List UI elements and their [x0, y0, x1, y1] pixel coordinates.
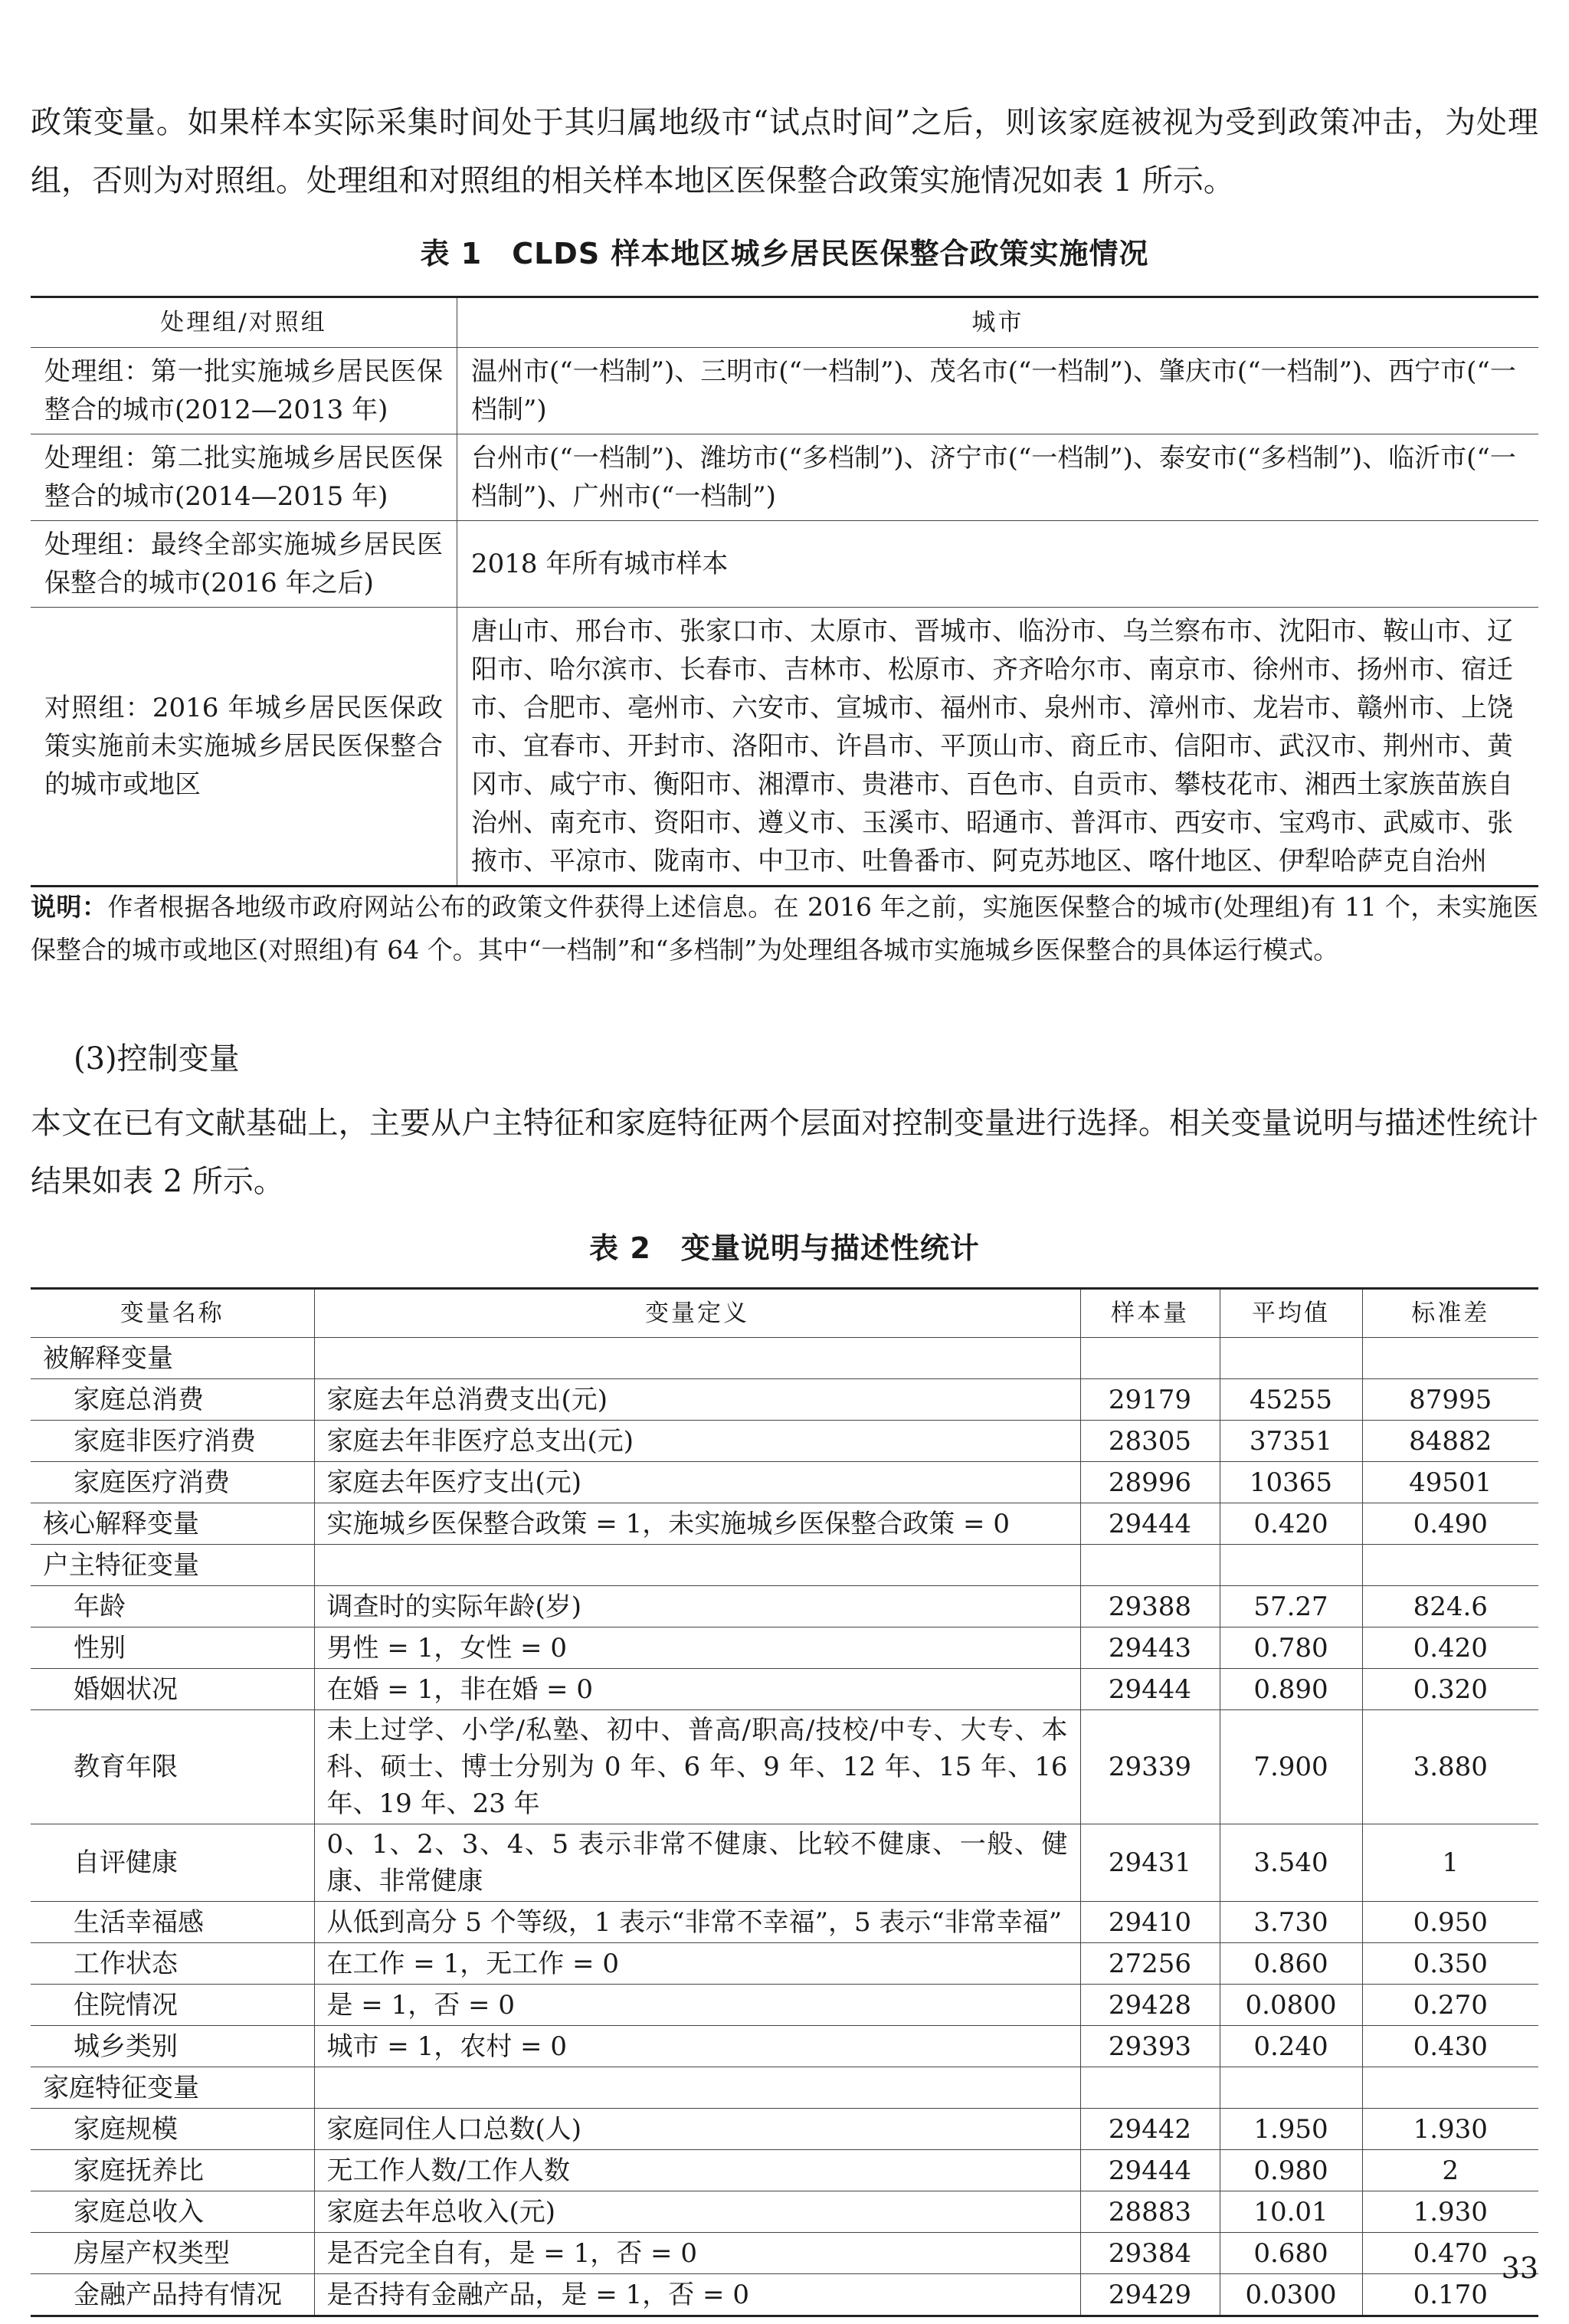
table-row: [31, 1943, 1538, 1985]
table2-n-cell: 29179: [1080, 1379, 1220, 1421]
table2-n-cell: 29428: [1080, 1985, 1220, 2026]
table2-def-cell: 家庭去年医疗支出(元): [314, 1462, 1080, 1503]
table2-mean-cell: 7.900: [1220, 1710, 1362, 1824]
table2-body: [31, 1338, 1538, 2316]
table2-n-cell: [1080, 1545, 1220, 1586]
table1-city-cell: 唐山市、邢台市、张家口市、太原市、晋城市、临汾市、乌兰察布市、沈阳市、鞍山市、辽阳市、哈尔滨市、长春市、吉林市、松原市、齐齐哈尔市、南京市、徐州市、扬州市、宿迁市、合肥市、亳州市、六安市、宣城市、福州市、泉州市、漳州市、龙岩市、赣州市、上饶市、宜春市、开封市、洛阳市、许昌市、平顶山市、商丘市、信阳市、武汉市、荆州市、黄冈市、咸宁市、衡阳市、湘潭市、贵港市、百色市、自贡市、攀枝花市、湘西土家族苗族自治州、南充市、资阳市、遵义市、玉溪市、昭通市、普洱市、西安市、宝鸡市、武威市、张掖市、平凉市、陇南市、中卫市、吐鲁番市、阿克苏地区、喀什地区、伊犁哈萨克自治州: [457, 608, 1539, 887]
table2-n-cell: 29384: [1080, 2233, 1220, 2274]
table2-def-cell: 家庭同住人口总数(人): [314, 2109, 1080, 2150]
table1-city-cell: 台州市(“一档制”)、潍坊市(“多档制”)、济宁市(“一档制”)、泰安市(“多档制”)、临沂市(“一档制”)、广州市(“一档制”): [457, 434, 1539, 521]
table1-caption: 表 1 CLDS 样本地区城乡居民医保整合政策实施情况: [420, 237, 1149, 270]
table-row: [31, 2067, 1538, 2109]
table2-def-cell: 从低到高分 5 个等级，1 表示“非常不幸福”，5 表示“非常幸福”: [314, 1902, 1080, 1943]
table2-n-cell: 27256: [1080, 1943, 1220, 1985]
table1-city-cell: 温州市(“一档制”)、三明市(“一档制”)、茂名市(“一档制”)、肇庆市(“一档制”)、西宁市(“一档制”): [457, 348, 1539, 434]
table1-header-city: 城市: [457, 297, 1539, 348]
table-row: [31, 608, 1538, 887]
table2-def-cell: 实施城乡医保整合政策 = 1，未实施城乡医保整合政策 = 0: [314, 1503, 1080, 1545]
table2-n-cell: 29443: [1080, 1627, 1220, 1669]
table2-n-cell: 29388: [1080, 1586, 1220, 1627]
table2-mean-cell: 37351: [1220, 1421, 1362, 1462]
table2-name-cell: 家庭抚养比: [31, 2150, 314, 2191]
table2-n-cell: 29444: [1080, 1503, 1220, 1545]
table2-mean-cell: 10.01: [1220, 2191, 1362, 2233]
table2-header-mean: 平均值: [1220, 1289, 1362, 1338]
table-row: [31, 1669, 1538, 1710]
table-row: [31, 1902, 1538, 1943]
table2-def-cell: 是 = 1，否 = 0: [314, 1985, 1080, 2026]
table2-mean-cell: 0.240: [1220, 2026, 1362, 2067]
table2-def-cell: 家庭去年总收入(元): [314, 2191, 1080, 2233]
table-row: [31, 434, 1538, 521]
table2-header-row: [31, 1289, 1538, 1338]
table-row: [31, 2150, 1538, 2191]
table1-group-cell: 处理组：最终全部实施城乡居民医保整合的城市(2016 年之后): [31, 521, 457, 608]
table2-n-cell: [1080, 1338, 1220, 1379]
mid-paragraph: 本文在已有文献基础上，主要从户主特征和家庭特征两个层面对控制变量进行选择。相关变量说明与描述性统计结果如表 2 所示。: [31, 1106, 1538, 1199]
table2-def-cell: 0、1、2、3、4、5 表示非常不健康、比较不健康、一般、健康、非常健康: [314, 1824, 1080, 1902]
table2-sd-cell: 0.950: [1362, 1902, 1538, 1943]
table2-header-name: 变量名称: [31, 1289, 314, 1338]
table2-n-cell: 28305: [1080, 1421, 1220, 1462]
table2-name-cell: 家庭总收入: [31, 2191, 314, 2233]
table2-header-sd: 标准差: [1362, 1289, 1538, 1338]
table2-header-def: 变量定义: [314, 1289, 1080, 1338]
table-row: [31, 2191, 1538, 2233]
table2-mean-cell: 3.730: [1220, 1902, 1362, 1943]
table2-def-cell: 无工作人数/工作人数: [314, 2150, 1080, 2191]
table2-sd-cell: 0.430: [1362, 2026, 1538, 2067]
table2-def-cell: 家庭去年总消费支出(元): [314, 1379, 1080, 1421]
table2-def-cell: 未上过学、小学/私塾、初中、普高/职高/技校/中专、大专、本科、硕士、博士分别为 0 年、6 年、9 年、12 年、15 年、16 年、19 年、23 年: [314, 1710, 1080, 1824]
table1-city-cell: 2018 年所有城市样本: [457, 521, 1539, 608]
table-row: [31, 1379, 1538, 1421]
table2-sd-cell: 0.320: [1362, 1669, 1538, 1710]
table-row: [31, 2233, 1538, 2274]
table2-mean-cell: 10365: [1220, 1462, 1362, 1503]
table-row: [31, 1421, 1538, 1462]
note-text: 作者根据各地级市政府网站公布的政策文件获得上述信息。在 2016 年之前，实施医保整合的城市(处理组)有 11 个，未实施医保整合的城市或地区(对照组)有 64 个。其中“一档制”和“多档制”为处理组各城市实施城乡医保整合的具体运行模式。: [31, 892, 1538, 965]
table2-mean-cell: 1.950: [1220, 2109, 1362, 2150]
table-row: [31, 2026, 1538, 2067]
table2-mean-cell: 0.780: [1220, 1627, 1362, 1669]
table2-sd-cell: 1.930: [1362, 2191, 1538, 2233]
table2-n-cell: [1080, 2067, 1220, 2109]
table2-n-cell: 29339: [1080, 1710, 1220, 1824]
table2-sd-cell: 84882: [1362, 1421, 1538, 1462]
table2-def-cell: 在工作 = 1，无工作 = 0: [314, 1943, 1080, 1985]
page-number: 33: [1501, 2251, 1538, 2285]
table2-sd-cell: 824.6: [1362, 1586, 1538, 1627]
table1: [31, 296, 1538, 887]
table2-n-cell: 29410: [1080, 1902, 1220, 1943]
table2-def-cell: [314, 1338, 1080, 1379]
table-row: [31, 1503, 1538, 1545]
table-row: [31, 1627, 1538, 1669]
table2-name-cell: 生活幸福感: [31, 1902, 314, 1943]
table2-name-cell: 工作状态: [31, 1943, 314, 1985]
table2-sd-cell: [1362, 1545, 1538, 1586]
table2-sd-cell: [1362, 1338, 1538, 1379]
table2-def-cell: 男性 = 1，女性 = 0: [314, 1627, 1080, 1669]
table2-n-cell: 29444: [1080, 2150, 1220, 2191]
table2-header-n: 样本量: [1080, 1289, 1220, 1338]
table2-n-cell: 29431: [1080, 1824, 1220, 1902]
table2-sd-cell: 2: [1362, 2150, 1538, 2191]
table-row: [31, 1462, 1538, 1503]
table2-def-cell: [314, 1545, 1080, 1586]
table-row: [31, 1586, 1538, 1627]
table2-mean-cell: 45255: [1220, 1379, 1362, 1421]
table2-name-cell: 房屋产权类型: [31, 2233, 314, 2274]
table2-name-cell: 家庭非医疗消费: [31, 1421, 314, 1462]
table2-mean-cell: 0.420: [1220, 1503, 1362, 1545]
table2-name-cell: 自评健康: [31, 1824, 314, 1902]
table2-def-cell: 城市 = 1，农村 = 0: [314, 2026, 1080, 2067]
table-row: [31, 2109, 1538, 2150]
table2-def-cell: 调查时的实际年龄(岁): [314, 1586, 1080, 1627]
table2-n-cell: 29429: [1080, 2274, 1220, 2316]
table-row: [31, 521, 1538, 608]
table2-mean-cell: 57.27: [1220, 1586, 1362, 1627]
table2-name-cell: 金融产品持有情况: [31, 2274, 314, 2316]
table2-sd-cell: 49501: [1362, 1462, 1538, 1503]
intro-paragraph: 政策变量。如果样本实际采集时间处于其归属地级市“试点时间”之后，则该家庭被视为受到政策冲击，为处理组，否则为对照组。处理组和对照组的相关样本地区医保整合政策实施情况如表 1 所示。: [31, 105, 1538, 198]
table2-def-cell: 在婚 = 1，非在婚 = 0: [314, 1669, 1080, 1710]
table2-mean-cell: [1220, 1338, 1362, 1379]
table2-sd-cell: 1.930: [1362, 2109, 1538, 2150]
table2-sd-cell: 87995: [1362, 1379, 1538, 1421]
table2-sd-cell: 3.880: [1362, 1710, 1538, 1824]
table2-sd-cell: 0.420: [1362, 1627, 1538, 1669]
table2-name-cell: 年龄: [31, 1586, 314, 1627]
table-row: [31, 1710, 1538, 1824]
table2-name-cell: 婚姻状况: [31, 1669, 314, 1710]
table2-name-cell: 家庭特征变量: [31, 2067, 314, 2109]
table2-mean-cell: 0.0800: [1220, 1985, 1362, 2026]
table2-name-cell: 家庭规模: [31, 2109, 314, 2150]
table2-sd-cell: 0.270: [1362, 1985, 1538, 2026]
table2-sd-cell: 0.490: [1362, 1503, 1538, 1545]
table-row: [31, 2274, 1538, 2316]
table2-n-cell: 29444: [1080, 1669, 1220, 1710]
note-label: 说明：: [31, 892, 108, 922]
table1-group-cell: 处理组：第一批实施城乡居民医保整合的城市(2012—2013 年): [31, 348, 457, 434]
table2-caption: 表 2 变量说明与描述性统计: [589, 1231, 980, 1265]
table2-n-cell: 28996: [1080, 1462, 1220, 1503]
table2-name-cell: 家庭总消费: [31, 1379, 314, 1421]
table2-mean-cell: 0.0300: [1220, 2274, 1362, 2316]
table2-n-cell: 29393: [1080, 2026, 1220, 2067]
table2-mean-cell: 3.540: [1220, 1824, 1362, 1902]
subheading: (3)控制变量: [74, 1041, 240, 1077]
table-row: [31, 1545, 1538, 1586]
table2: [31, 1287, 1538, 2317]
table2-name-cell: 住院情况: [31, 1985, 314, 2026]
table2-def-cell: 家庭去年非医疗总支出(元): [314, 1421, 1080, 1462]
table1-header-group: 处理组/对照组: [31, 297, 457, 348]
table2-mean-cell: 0.890: [1220, 1669, 1362, 1710]
table2-sd-cell: 1: [1362, 1824, 1538, 1902]
table1-group-cell: 处理组：第二批实施城乡居民医保整合的城市(2014—2015 年): [31, 434, 457, 521]
table2-def-cell: 是否持有金融产品，是 = 1，否 = 0: [314, 2274, 1080, 2316]
table2-name-cell: 城乡类别: [31, 2026, 314, 2067]
table2-name-cell: 核心解释变量: [31, 1503, 314, 1545]
table2-name-cell: 教育年限: [31, 1710, 314, 1824]
table-row: [31, 1824, 1538, 1902]
table2-n-cell: 29442: [1080, 2109, 1220, 2150]
table2-mean-cell: [1220, 2067, 1362, 2109]
table2-mean-cell: 0.680: [1220, 2233, 1362, 2274]
table2-name-cell: 被解释变量: [31, 1338, 314, 1379]
table1-group-cell: 对照组：2016 年城乡居民医保政策实施前未实施城乡居民医保整合的城市或地区: [31, 608, 457, 887]
table1-header-row: [31, 297, 1538, 348]
table2-name-cell: 户主特征变量: [31, 1545, 314, 1586]
table-row: [31, 1985, 1538, 2026]
table2-def-cell: [314, 2067, 1080, 2109]
table2-name-cell: 家庭医疗消费: [31, 1462, 314, 1503]
table2-n-cell: 28883: [1080, 2191, 1220, 2233]
table2-sd-cell: 0.170: [1362, 2274, 1538, 2316]
table2-sd-cell: [1362, 2067, 1538, 2109]
table2-def-cell: 是否完全自有，是 = 1，否 = 0: [314, 2233, 1080, 2274]
table2-name-cell: 性别: [31, 1627, 314, 1669]
table-row: [31, 348, 1538, 434]
table2-mean-cell: 0.860: [1220, 1943, 1362, 1985]
table2-sd-cell: 0.470: [1362, 2233, 1538, 2274]
table2-mean-cell: 0.980: [1220, 2150, 1362, 2191]
table2-sd-cell: 0.350: [1362, 1943, 1538, 1985]
table-row: [31, 1338, 1538, 1379]
table2-mean-cell: [1220, 1545, 1362, 1586]
table1-note: [31, 886, 1538, 972]
